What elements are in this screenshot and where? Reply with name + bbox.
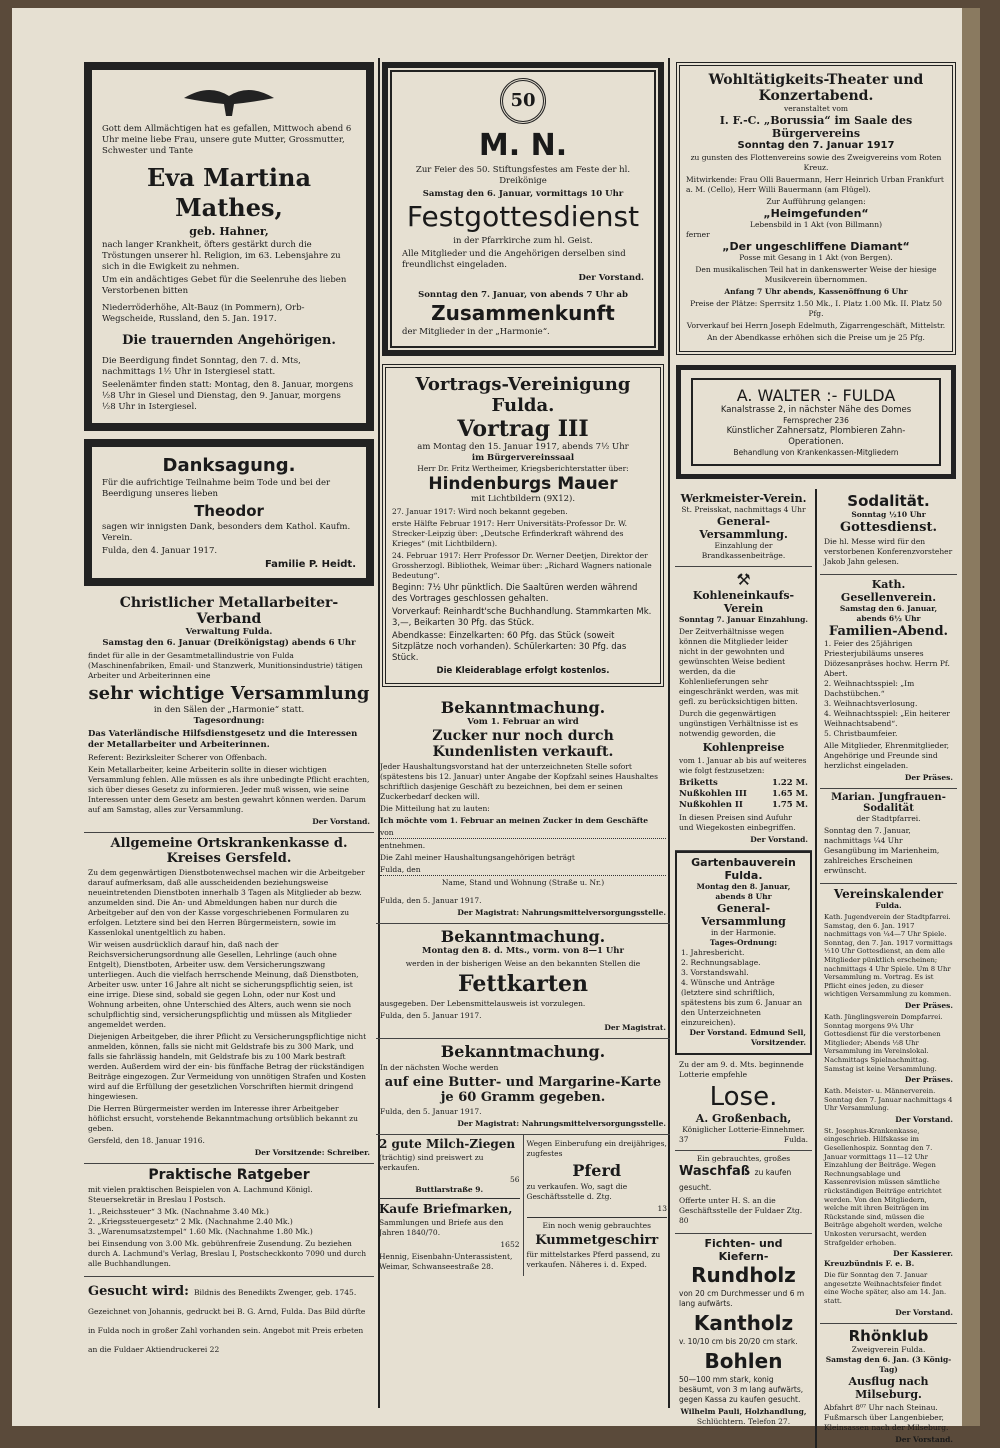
sodal-notice [820,489,957,575]
ziegen-addr: Buttlarstraße 9. [415,1185,484,1194]
gesucht-notice [84,1277,374,1359]
rhoen-big: Ausflug nach Milseburg. [848,1374,929,1401]
bek3-date: Fulda, den 5. Januar 1917. [380,1107,482,1116]
bek2-signed: Der Magistrat. [604,1023,666,1032]
theater-cast: Mitwirkende: Frau Olli Bauermann, Herr Heinrich Urban Frankfurt a. M. (Cello), Herr Willi Bauermann (am Flügel). [686,175,944,194]
ratgeber-item: 1. „Reichssteuer“ 3 Mk. (Nachnahme 3.40 Mk.) [88,1207,269,1216]
vortrag-where: im Bürgervereinssaal [471,453,575,463]
price-row: Briketts 1.22 M. [679,778,808,788]
rhoen-text: Abfahrt 8⁰⁷ Uhr nach Steinau. Fußmarsch über Langenbieber, Kleinsassen nach der Milseburg. [824,1402,949,1432]
obit-place: Niederröderhöhe, Alt-Bauz (in Pommern), Orb-Wegscheide, Russland, den 5. Jan. 1917. [102,303,305,324]
sodal-big: Gottesdienst. [840,520,937,535]
lose-text: Zu der am 9. d. Mts. beginnende Lotterie empfehle [679,1060,804,1079]
theater-eve: An der Abendkasse erhöhen sich die Preise um je 25 Pfg. [707,333,925,342]
mn-text2: in der Pfarrkirche zum hl. Geist. [453,236,593,246]
bek1-date: Vom 1. Februar an wird [467,717,579,727]
brief-addr: Hennig, Eisenbahn-Unterassistent, Weimar, Schwanseestraße 28. [379,1252,513,1271]
ziegen-title: 2 gute Milch-Ziegen [379,1137,516,1151]
kohle-prices: Kohlenpreise [702,741,785,754]
lose-place: Fulda. [783,1135,808,1144]
rhoen-signed: Der Vorstand. [895,1434,953,1444]
ratgeber-title: Praktische Ratgeber [148,1167,310,1183]
fass-notice [675,1151,812,1234]
metall-appeal: Kein Metallarbeiter, keine Arbeiterin sollte in dieser wichtigen Versammlung fehlen. Alle müssen es als ihre unbedingte Pflicht erachten, sich über dieses Gesetz zu informieren. Jeder muß wissen, wie seine Interessen unter dem Gesetz am besten gewahrt können werden. Darum auf am Samstag, alles zur Versammlung. [88,765,370,814]
metall-big: sehr wichtige Versammlung [88,683,370,704]
lose-num: 37 [679,1135,689,1144]
kal-e5t: Die für Sonntag den 7. Januar angesetzte Weihnachtsfeier findet eine Woche später, also am 14. Jan. statt. [824,1271,947,1305]
kasse-notice [84,833,374,1164]
theater-play2pre: ferner [686,230,710,239]
metall-notice [84,592,374,833]
price-row: Nußkohlen II 1.75 M. [679,800,808,810]
gesellen-title: Kath. Gesellenverein. [840,578,937,604]
kal-e3: Kath. Meister- u. Männerverein. Sonntag den 7. Januar nachmittags 4 Uhr Versammlung. [824,1087,953,1113]
lose-notice [675,1055,812,1151]
lose-sub: Königlicher Lotterie-Einnehmer. [682,1125,805,1134]
metall-speaker: Referent: Bezirksleiter Scherer von Offenbach. [88,753,268,762]
thanks-date: Fulda, den 4. Januar 1917. [102,546,218,556]
garten-signed: Der Vorstand. Edmund Sell, Vorsitzender. [689,1028,806,1047]
gesch-text2: für mittelstarkes Pferd passend, zu verkaufen. Näheres i. d. Exped. [526,1250,661,1269]
kal-city: Fulda. [875,901,902,910]
werk-title: Werkmeister-Verein. [680,492,807,505]
kohle-text2: Durch die gegenwärtigen ungünstigen Verhältnisse ist es notwendig geworden, die [679,709,798,738]
obit-text: nach langer Krankheit, öfters gestärkt durch die Tröstungen unserer hl. Religion, im 63. Lebensjahre zu sich in die Ewigkeit zu nehmen. [102,240,341,272]
metall-when: Samstag den 6. Januar (Dreikönigstag) abends 6 Uhr [102,638,356,648]
kohle-text: Der Zeitverhältnisse wegen können die Mitglieder leider nicht in der gewohnten und gewünschten Weise bedient werden, da die Kohlenlieferungen sehr eingeschränkt werden, was mit gefl. zu berücksichtigen bitten. [679,627,799,706]
pferd-text2: zu verkaufen. Wo, sagt die Geschäftsstelle d. Ztg. [526,1182,628,1201]
rhoen-sub: Zweigverein Fulda. [851,1344,926,1354]
walter-ad [676,365,956,479]
walter-insur: Behandlung von Krankenkassen-Mitgliedern [733,448,899,457]
kal-e1: Kath. Jugendverein der Stadtpfarrei. Samstag, den 6. Jan. 1917 nachmittags von ¼4—7 Uhr Spiele. Sonntag, den 7. Jan. 1917 vormittags ½10 Uhr Gottesdienst, an dem alle Mitglieder pünktlich erscheinen; nachmittags 4 Uhr Spiele. Um 8 Uhr Versammlung m. Vortrag. Es ist Pflicht eines jeden, zu dieser wichtigen Versammlung zu kommen. [824,913,953,999]
garten-notice [675,851,812,1055]
bek1-form6: Fulda, den [380,865,666,876]
rhoen-when: Samstag den 6. Jan. (3 König-Tag) [825,1354,952,1374]
ratgeber-item: 3. „Warenumsatzstempel“ 1.60 Mk. (Nachnahme 1.80 Mk.) [88,1227,313,1236]
vortrag-pre: Vorverkauf: Reinhardt'sche Buchhandlung. Stammkarten Mk. 3,—, Beikarten 30 Pfg. das Stück. [392,607,652,628]
kasse-p4: Die Herren Bürgermeister werden im Interesse ihrer Arbeitgeber höflichst ersucht, vorstehende Bekanntmachung ortsüblich bekannt zu geben. [88,1104,358,1133]
marian-notice [820,789,957,884]
mn-big: Festgottesdienst [406,200,640,233]
mn-when2: Sonntag den 7. Januar, von abends 7 Uhr ab [418,290,628,300]
theater-perf: Zur Aufführung gelangen: [766,197,866,206]
bek1-form3: von [380,828,666,839]
holz-big1: Rundholz [691,1263,796,1287]
fass-text3: Offerte unter H. S. an die Geschäftsstelle der Fuldaer Ztg. [679,1196,803,1215]
marian-text: Sonntag den 7. Januar, nachmittags ¼4 Uhr Gesangübung im Marienheim, zahlreiches Erscheinen erwünscht. [824,826,940,875]
kal-notice [820,884,957,1324]
vortrag-speaker: Herr Dr. Fritz Wertheimer, Kriegsberichterstatter über: [417,464,629,473]
fass-text2: zu kaufen gesucht. [679,1168,792,1192]
bek1-form1: Die Mitteilung hat zu lauten: [380,804,490,813]
kohle-from: vom 1. Januar ab bis auf weiteres wie folgt festzusetzen: [679,756,807,775]
gesch-title: Kummetgeschirr [535,1233,659,1248]
metall-title: Christlicher Metallarbeiter-Verband [119,595,339,627]
kal-title: Vereinskalender [833,887,944,901]
ratgeber-item: 2. „Kriegssteuergesetz“ 2 Mk. (Nachnahme 2.40 Mk.) [88,1217,293,1226]
garten-when: Montag den 8. Januar, abends 8 Uhr [696,882,791,901]
holz-t2: v. 10/10 cm bis 20/20 cm stark. [679,1337,798,1346]
metall-topic: Das Vaterländische Hilfsdienstgesetz und die Interessen der Metallarbeiter und Arbeiterinnen. [88,729,358,750]
obit-funeral: Die Beerdigung findet Sonntag, den 7. d. Mts, nachmittags 1½ Uhr in Istergiesel statt. [102,356,301,377]
brief-text: Sammlungen und Briefe aus den Jahren 1840/70. [379,1218,504,1237]
fass-num: 80 [679,1216,689,1225]
thanks-notice [84,439,374,586]
bek1-text: Jeder Haushaltungsvorstand hat der unterzeichneten Stelle sofort (spätestens bis 12. Januar) unter Angabe der Kopfzahl seines Haushaltes schriftlich dasjenige Geschäft zu bezeichnen, bei dem er seinen Zuckerbedarf decken will. [380,762,658,801]
kohle-notice [675,567,812,851]
obit-intro: Gott dem Allmächtigen hat es gefallen, Mittwoch abend 6 Uhr meine liebe Frau, unsere gute Mutter, Grossmutter, Schwester und Tante [102,124,352,156]
bek2-title: Bekanntmachung. [440,927,606,946]
theater-by: veranstaltet vom [783,104,848,113]
lose-big: Lose. [709,1082,778,1112]
lose-name: A. Großenbach, [695,1112,792,1125]
mn-text3: Alle Mitglieder und die Angehörigen derselben sind freundlichst eingeladen. [402,249,626,270]
kal-e3s: Der Vorstand. [895,1114,953,1124]
vortrag-cloak: Die Kleiderablage erfolgt kostenlos. [436,666,610,676]
cross-icon [102,78,356,122]
metall-where: in den Sälen der „Harmonie“ statt. [153,705,305,715]
gesucht-title: Gesucht wird: [88,1284,189,1299]
theater-music: Den musikalischen Teil hat in dankenswerter Weise der hiesige Musikverein übernommen. [695,265,937,284]
kohle-signed: Der Vorstand. [750,835,808,844]
kal-e4: St. Josephus-Krankenkasse, eingeschrieb. Hilfskasse im Gesellenhospiz. Sonntag den 7. Januar vormittags 11—12 Uhr Einzahlung der Beiträge. Wegen Rechnungsablage und Kassenrevision müssen sämtliche rückständigen Beiträge entrichtet werden. Von den Mitgliedern, welche mit ihren Beiträgen im Rückstande sind, müssen die Beiträge abgeholt werden, welche Unkosten verursacht, werden Strafgelder erhoben. [824,1126,943,1247]
holz-place: Schlüchtern. Telefon 27. [696,1417,791,1426]
walter-phone: Fernsprecher 236 [783,416,849,425]
kal-e4s: Der Kassierer. [893,1249,953,1259]
obit-prayer: Um ein andächtiges Gebet für die Seelenruhe des lieben Verstorbenen bitten [102,275,347,296]
marian-title: Marian. Jungfrauen-Sodalität [831,792,946,814]
werk-notice [675,489,812,567]
theater-play1b: Lebensbild in 1 Akt (von Billmann) [749,220,883,229]
bek1-big: Zucker nur noch durch Kundenlisten verkauft. [432,728,614,760]
holz-name: Wilhelm Pauli, Holzhandlung, [680,1407,807,1416]
gesch-text1: Ein noch wenig gebrauchtes [542,1221,651,1230]
gesellen-item: 1. Feier des 25jährigen Priesterjubiläums unseres Diözesanpräses hochw. Herrn Pf. Abert. [824,639,950,678]
rhoen-notice [820,1324,957,1448]
gesellen-item: 5. Christbaumfeier. [824,729,898,738]
vortrag-slides: mit Lichtbildern (9X12). [470,494,576,504]
garten-item: 3. Vorstandswahl. [681,968,749,977]
theater-when: Sonntag den 7. Januar 1917 [737,140,895,151]
sodal-title: Sodalität. [847,492,930,510]
garten-item: 4. Wünsche und Anträge (letztere sind schriftlich, spätestens bis zum 6. Januar an den Unterzeichneten einzureichen). [681,978,803,1027]
column-2 [376,58,670,1276]
werk-note: Einzahlung der Brandkassenbeiträge. [701,541,786,560]
bek3-notice [376,1039,670,1135]
theater-play1: „Heimgefunden“ [763,207,869,220]
garten-where: in der Harmonie. [710,928,777,937]
anniversary-badge: 50 [500,78,546,124]
bek1-form5: Die Zahl meiner Haushaltungsangehörigen beträgt [380,853,575,862]
theater-title: Wohltätigkeits-Theater und Konzertabend. [708,72,924,104]
holz-notice [675,1234,812,1430]
bek1-form4: entnehmen. [380,841,426,850]
ratgeber-footer: bei Einsendung von 3.00 Mk. gebührenfreie Zusendung. Zu beziehen durch A. Lachmund's Verlag, Breslau I, Postscheckkonto 7090 und durch alle Buchhandlungen. [88,1239,367,1268]
vortrag-when: am Montag den 15. Januar 1917, abends 7½ Uhr [417,442,629,452]
price-row: Nußkohlen III 1.65 M. [679,789,808,799]
mn-when1: Samstag den 6. Januar, vormittags 10 Uhr [422,189,624,199]
column-3 [672,58,960,1448]
sodal-text: Die hl. Messe wird für den verstorbenen Konferenzvorsteher Jakob Jahn gelesen. [824,537,953,566]
gesellen-item: 2. Weihnachtsspiel: „Im Dachstübchen.“ [824,679,915,698]
werk-big: General-Versammlung. [699,515,788,541]
garten-title: Gartenbauverein Fulda. [691,856,796,882]
bek1-form2: Ich möchte vom 1. Februar an meinen Zucker in dem Geschäfte [380,816,649,825]
kal-e2s: Der Präses. [904,1075,953,1085]
bek2-text2: ausgegeben. Der Lebensmittelausweis ist vorzulegen. [380,999,586,1008]
pferd-title: Pferd [572,1161,622,1180]
thanks-title: Danksagung. [162,455,296,476]
vortrag-start: Beginn: 7½ Uhr pünktlich. Die Saaltüren werden während des Vortrages geschlossen gehalten. [392,583,638,604]
metall-agenda: Tagesordnung: [193,716,265,726]
walter-addr: Kanalstrasse 2, in nächster Nähe des Domes [720,405,912,415]
vortrag-title2: Vortrag III [457,416,589,442]
vortrag-box: Abendkasse: Einzelkarten: 60 Pfg. das Stück (soweit Sitzplätze noch vorhanden). Schülerkarten: 30 Pfg. das Stück. [392,631,627,663]
bek2-notice [376,924,670,1039]
gesellen-item: 3. Weihnachtsverlosung. [824,699,918,708]
mn-text4: der Mitglieder in der „Harmonie“. [402,327,550,337]
theater-for: zu gunsten des Flottenvereins sowie des Zweigvereins vom Roten Kreuz. [690,153,942,172]
bek1-date2: Fulda, den 5. Januar 1917. [380,896,482,905]
holz-t1: von 20 cm Durchmesser und 6 m lang aufwärts. [679,1289,805,1308]
obit-masses: Seelenämter finden statt: Montag, den 8. Januar, morgens ½8 Uhr in Giesel und Dienstag, den 9. Januar, morgens ½8 Uhr in Istergiesel. [102,380,354,412]
vortrag-prog3: 24. Februar 1917: Herr Professor Dr. Werner Deetjen, Direktor der Grossherzogl. Bibliothek, Weimar über: „Richard Wagners nationale Bedeutung“. [392,551,652,580]
mn-text1: Zur Feier des 50. Stiftungsfestes am Feste der hl. Dreikönige [415,165,631,186]
page-edge [962,8,980,1426]
pferd-text1: Wegen Einberufung ein dreijähriges, zugfestes [526,1139,667,1158]
vortrag-prog2: erste Hälfte Februar 1917: Herr Universitäts-Professor Dr. W. Strecker-Leipzig über: „Deutsche Erfinderkraft während des Krieges“ (mit Lichtbildern). [392,519,627,548]
gesellen-item: 4. Weihnachtsspiel: „Ein heiterer Weihnachtsabend“. [824,709,950,728]
gesellen-signed: Der Präses. [904,773,953,782]
kasse-p2: Wir weisen ausdrücklich darauf hin, daß nach der Reichsversicherungsordnung alle Gesellen, Lehrlinge (auch ohne Entgelt), Dienstboten, Arbeiter usw. dem Versicherungszwang unterliegen. Auch die vielfach herrschende Meinung, daß Dienstboten, Arbeiter usw. unter 16 Jahre alt nicht se sicherungspflichtig seien, ist eine irrige. Diese sind, sobald sie gegen Lohn, oder nur Kost und Wohnung arbeiten, ohne Unterschied des Alters, auch wenn sie noch schulpflichtig sind, versicherungspflichtig und müssen als Mitglieder angemeldet werden. [88,940,359,1029]
kasse-date: Gersfeld, den 18. Januar 1916. [88,1136,205,1145]
obituary-notice [84,62,374,431]
kohle-when: Sonntag 7. Januar Einzahlung. [679,615,808,624]
thanks-text2: sagen wir innigsten Dank, besonders dem Kathol. Kaufm. Verein. [102,522,351,543]
fass-big: Waschfaß [679,1164,751,1179]
bek3-big: auf eine Butter- und Margarine-Karte je 60 Gramm gegeben. [384,1075,662,1105]
ratgeber-text: mit vielen praktischen Beispielen von A. Lachmund Königl. Steuersekretär in Breslau I Postsch. [88,1185,313,1204]
walter-service: Künstlicher Zahnersatz, Plombieren Zahn-Operationen. [726,426,906,447]
gesellen-when: Samstag den 6. Januar, abends 6½ Uhr [839,604,938,623]
newspaper-page [12,8,980,1444]
bek2-when: Montag den 8. d. Mts., vorm. von 8—1 Uhr [422,946,624,956]
bek2-big: Fettkarten [458,971,588,997]
marian-sub: der Stadtpfarrei. [856,814,921,823]
hammer-icon: ⚒ [736,570,751,589]
bek3-text: In der nächsten Woche werden [380,1063,499,1072]
vortrag-notice [382,364,664,687]
theater-notice [676,62,956,355]
metall-signed: Der Vorstand. [312,817,370,826]
thanks-text1: Für die aufrichtige Teilnahme beim Tode und bei der Beerdigung unseres lieben [102,478,331,499]
brief-num: 1652 [500,1240,520,1249]
gesucht-text: Bildnis des Benedikts Zwenger, geb. 1745. Gezeichnet von Johannis, gedruckt bei B. G. Arnd, Fulda. Das Bild dürfte in Fulda noch in großer Zahl vorhanden sein. Angebot mit Preis erbeten an die Fuldaer Aktiendruckerei 22 [88,1288,366,1354]
column-1 [84,58,374,1359]
obit-signed: Die trauernden Angehörigen. [122,333,336,348]
theater-presale: Vorverkauf bei Herrn Joseph Edelmuth, Zigarrengeschäft, Mittelstr. [686,321,946,330]
mn-title: M. N. [478,128,568,163]
garten-agenda: Tages-Ordnung: [709,938,778,947]
gesellen-big: Familien-Abend. [828,624,949,639]
holz-title: Fichten- und Kiefern- [704,1237,783,1263]
kasse-p3: Diejenigen Arbeitgeber, die ihrer Pflicht zu Versicherungspflichtige nicht anmelden, können, falls sie nicht mit Geldstrafe bis zu 300 Mark, und falls sie fahrlässig handeln, mit Geldstrafe bis zu 100 Mark bestraft werden. Außerdem wird der ein- bis fünffache Betrag der rückständigen Beiträge eingezogen. Zur Vermeidung von unnötigen Strafen und Kosten wird auf die Erfüllung der gesetzlichen Vorschriften hiermit dringend hingewiesen. [88,1032,367,1101]
vortrag-title1: Vortrags-Vereinigung Fulda. [415,374,631,416]
bek1-notice [376,695,670,924]
kal-e2: Kath. Jünglingsverein Dompfarrei. Sonntag morgens 9¼ Uhr Gottesdienst für die verstorbenen Mitglieder; Abends ½8 Uhr Versammlung im Vereinslokal. Nachmittags Spielnachmittag. Samstag ist keine Versammlung. [824,1012,943,1073]
theater-play2: „Der ungeschliffene Diamant“ [722,240,910,253]
obit-name: Eva Martina Mathes, [146,163,312,222]
garten-big: General-Versammlung [701,902,786,928]
garten-item: 1. Jahresbericht. [681,948,745,957]
bek2-text: werden in der bisherigen Weise an den bekannten Stellen die [405,959,641,968]
kal-e5s: Der Vorstand. [895,1307,953,1317]
bek2-date: Fulda, den 5. Januar 1917. [380,1011,482,1020]
werk-text: St. Preisskat, nachmittags 4 Uhr [681,505,806,514]
ziegen-num: 56 [509,1175,520,1184]
thanks-name: Theodor [194,502,264,520]
thanks-signed: Familie P. Heidt. [264,559,356,570]
mn-signed: Der Vorstand. [578,273,644,283]
small-ads [376,1135,670,1276]
ratgeber-notice [84,1164,374,1277]
bek3-title: Bekanntmachung. [440,1042,606,1061]
sodal-when: Sonntag ½10 Uhr [851,510,926,519]
bek1-form7: Name, Stand und Wohnung (Straße u. Nr.) [441,878,605,887]
theater-play2b: Posse mit Gesang in 1 Akt (von Bergen). [739,253,893,262]
metall-sub: Verwaltung Fulda. [185,627,273,637]
mn-notice [382,62,664,356]
walter-name: A. WALTER :- FULDA [736,386,896,405]
theater-club: I. F.-C. „Borussia“ im Saale des Bürgervereins [719,114,913,140]
col3-split [672,489,960,1448]
rhoen-title: Rhönklub [848,1326,929,1345]
bek1-title: Bekanntmachung. [440,698,606,717]
kohle-note: In diesen Preisen sind Aufuhr und Wiegekosten einbegriffen. [679,813,796,832]
bek1-signed: Der Magistrat: Nahrungsmittelversorgungsstelle. [457,908,666,917]
kal-e1s: Der Präses. [904,1000,953,1010]
kohle-title: Kohleneinkaufs-Verein [692,589,795,615]
vortrag-prog1: 27. Januar 1917: Wird noch bekannt gegeben. [392,507,568,516]
kasse-title: Allgemeine Ortskrankenkasse d. Kreises Gersfeld. [110,836,348,866]
vortrag-topic: Hindenburgs Mauer [428,474,618,494]
garten-item: 2. Rechnungsablage. [681,958,761,967]
kasse-signed: Der Vorsitzende: Schreiber. [254,1148,370,1157]
pferd-num: 13 [657,1204,667,1213]
ziegen-text: (trächtig) sind preiswert zu verkaufen. [379,1153,484,1172]
fass-text: Ein gebrauchtes, großes [696,1154,791,1163]
holz-big3: Bohlen [704,1349,783,1373]
theater-start: Anfang 7 Uhr abends, Kassenöffnung 6 Uhr [724,287,908,296]
brief-title: Kaufe Briefmarken, [379,1202,513,1216]
mn-big2: Zusammenkunft [431,301,615,325]
bek3-signed: Der Magistrat: Nahrungsmittelversorgungsstelle. [457,1119,666,1128]
theater-prices: Preise der Plätze: Sperrsitz 1.50 Mk., I. Platz 1.00 Mk. II. Platz 50 Pfg. [690,299,942,318]
holz-t3: 50—100 mm stark, konig besäumt, von 3 m lang aufwärts, gegen Kassa zu kaufen gesucht. [679,1375,804,1404]
kasse-p1: Zu dem gegenwärtigen Dienstbotenwechsel machen wir die Arbeitgeber darauf aufmerksam, daß alle ausscheidenden beziehungsweise neueintretenden Dienstboten innerhalb 3 Tagen als Mitglieder ab bezw. anzumelden sind. Die An- und Abmeldungen haben nur durch die Arbeitgeber auf den von der Kasse vorgeschriebenen Formularen zu erfolgen. Letztere sind bei den Herren Bürgermeistern, sowie im Kassenlokal unentgeltlich zu haben. [88,868,365,937]
obit-born: geb. Hahner, [189,225,269,238]
kal-e5: Kreuzbündnis F. e. B. [824,1259,915,1269]
gesellen-notice [820,575,957,789]
holz-big2: Kantholz [693,1311,794,1335]
gesellen-text: Alle Mitglieder, Ehrenmitglieder, Angehörige und Freunde sind herzlichst eingeladen. [824,741,950,770]
metall-text: findet für alle in der Gesamtmetallindustrie von Fulda (Maschinenfabriken, Email- und Stanzwerk, Munitionsindustrie) tätigen Arbeiter und Arbeiterinnen eine [88,651,363,680]
